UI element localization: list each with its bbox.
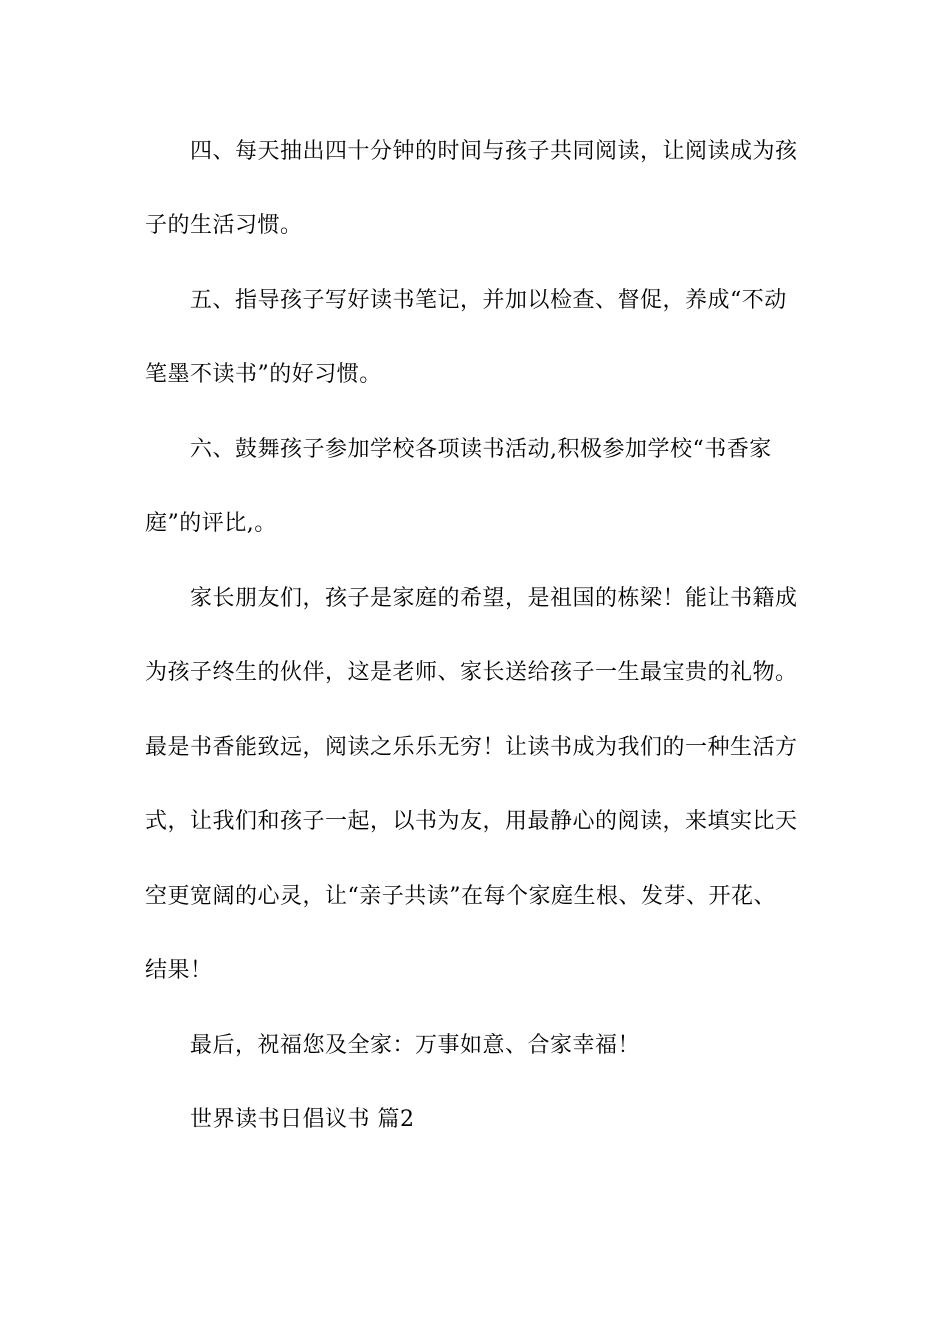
paragraph-7-line-4: 式，让我们和孩子一起，以书为友，用最静心的阅读，来填实比天 (145, 809, 798, 834)
paragraph-7-line-1: 家长朋友们，孩子是家庭的希望，是祖国的栋梁！能让书籍成 (190, 586, 798, 611)
paragraph-7-line-2: 为孩子终生的伙伴，这是老师、家长送给孩子一生最宝贵的礼物。 (145, 660, 798, 685)
closing-blessing: 最后，祝福您及全家：万事如意、合家幸福！ (190, 1033, 641, 1058)
paragraph-7-line-3: 最是书香能致远，阅读之乐乐无穷！让读书成为我们的一种生活方 (145, 735, 798, 760)
paragraph-6-line-1: 六、鼓舞孩子参加学校各项读书活动,积极参加学校“书香家 (190, 437, 772, 462)
paragraph-4-line-2: 子的生活习惯。 (145, 213, 303, 238)
paragraph-4-line-1: 四、每天抽出四十分钟的时间与孩子共同阅读，让阅读成为孩 (190, 139, 798, 164)
section-heading: 世界读书日倡议书 篇2 (190, 1107, 415, 1132)
paragraph-6-line-2: 庭”的评比,。 (145, 511, 277, 536)
paragraph-7-line-6: 结果！ (145, 958, 213, 983)
paragraph-5-line-1: 五、指导孩子写好读书笔记，并加以检查、督促，养成“不动 (190, 288, 787, 313)
paragraph-7-line-5: 空更宽阔的心灵，让“亲子共读”在每个家庭生根、发芽、开花、 (145, 884, 776, 909)
paragraph-5-line-2: 笔墨不读书”的好习惯。 (145, 362, 382, 387)
